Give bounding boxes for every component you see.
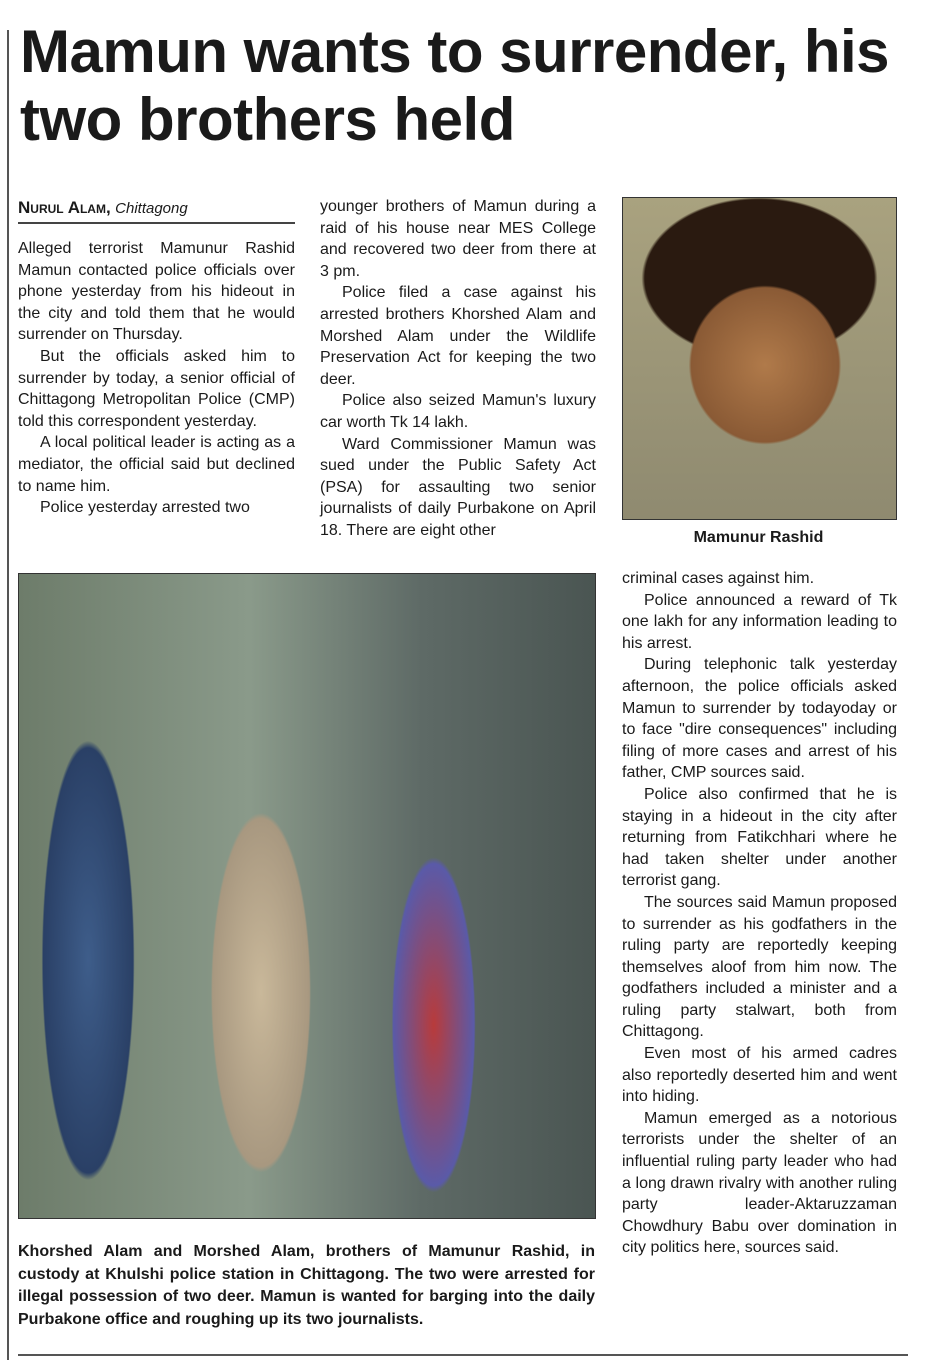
paragraph: During telephonic talk yesterday afternoon, the police officials asked Mamun to surrender by todayoday or to face "dire consequences" including filing of more cases and arrest of his father, CMP sources said. — [622, 656, 897, 782]
byline-location: Chittagong — [115, 200, 188, 217]
paragraph: Police also confirmed that he is staying in a hideout in the city after returning from Fatikchhari where he had taken shelter under another terrorist gang. — [622, 785, 897, 890]
byline-name: Nurul Alam, — [18, 198, 111, 217]
byline — [18, 198, 295, 224]
paragraph: Police announced a reward of Tk one lakh for any information leading to his arrest. — [622, 591, 897, 652]
paragraph: A local political leader is acting as a mediator, the official said but declined to name him. — [18, 434, 295, 495]
bottom-rule — [18, 1354, 908, 1356]
paragraph: But the officials asked him to surrender by today, a senior official of Chittagong Metropolitan Police (CMP) told this correspondent yesterday. — [18, 347, 295, 430]
photo-caption: Khorshed Alam and Morshed Alam, brothers of Mamunur Rashid, in custody at Khulshi police station in Chittagong. The two were arrested for illegal possession of two deer. Mamun is wanted for barging into the daily Purbakone office and roughing up its two journalists. — [18, 1243, 595, 1328]
left-rule — [7, 30, 9, 1360]
paragraph: Even most of his armed cadres also reportedly deserted him and went into hiding. — [622, 1045, 897, 1106]
paragraph: Ward Commissioner Mamun was sued under the Public Safety Act (PSA) for assaulting two senior journalists of daily Purbakone on April 18. There are eight other — [320, 435, 596, 539]
article-column-3 — [622, 568, 897, 1259]
portrait-caption: Mamunur Rashid — [693, 529, 824, 546]
paragraph: Police also seized Mamun's luxury car worth Tk 14 lakh. — [320, 392, 596, 431]
paragraph: younger brothers of Mamun during a raid of his house near MES College and recovered two deer from there at 3 pm. — [320, 198, 596, 280]
paragraph: Police yesterday arrested two — [40, 499, 250, 517]
custody-photo — [18, 573, 596, 1219]
paragraph: Mamun emerged as a notorious terrorists under the shelter of an influential ruling party leader who had a long drawn rivalry with another ruling party leader-Aktaruzzaman Chowdhury Babu over domination in city politics here, sources said. — [622, 1109, 897, 1257]
portrait-photo — [622, 197, 897, 520]
headline: Mamun wants to surrender, his two brothers held — [20, 18, 890, 153]
paragraph: Alleged terrorist Mamunur Rashid Mamun contacted police officials over phone yesterday from his hideout in the city and told them that he would surrender on Thursday. — [18, 240, 295, 344]
paragraph: The sources said Mamun proposed to surrender as his godfathers in the ruling party are reportedly keeping themselves aloof from him now. The godfathers included a minister and a ruling party stalwart, both from Chittagong. — [622, 893, 897, 1041]
paragraph: Police filed a case against his arrested brothers Khorshed Alam and Morshed Alam under the Wildlife Preservation Act for keeping the two deer. — [320, 284, 596, 388]
article-column-2 — [320, 196, 596, 542]
paragraph: criminal cases against him. — [622, 570, 815, 587]
article-column-1 — [18, 238, 295, 519]
